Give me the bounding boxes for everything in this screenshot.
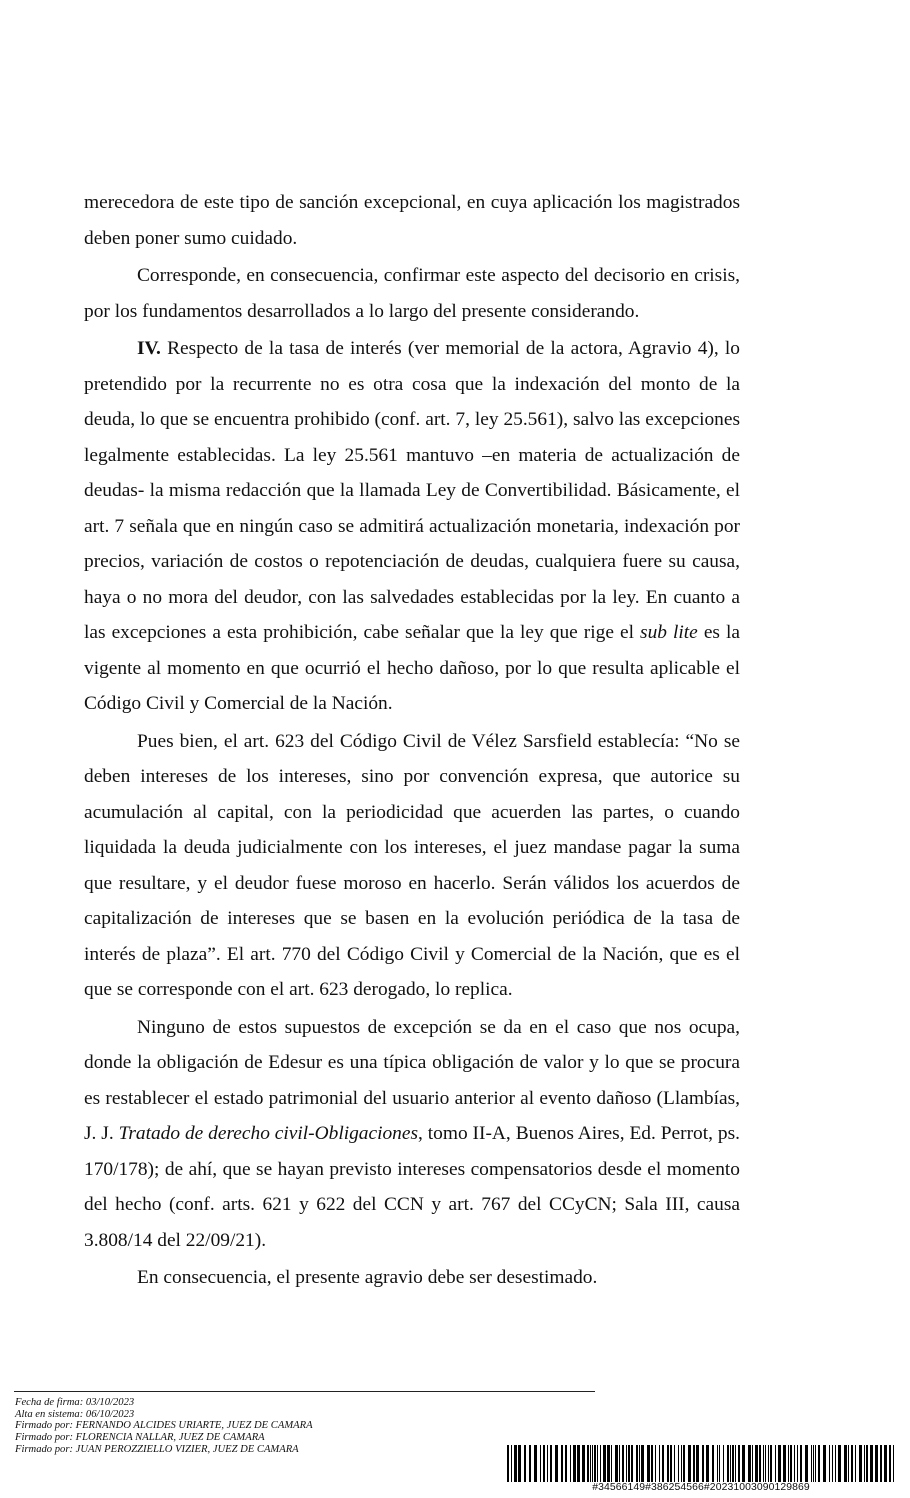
section-heading: IV. — [137, 338, 161, 359]
paragraph-5-italic: Tratado de derecho civil-Obligaciones — [118, 1123, 419, 1144]
signature-divider — [14, 1391, 595, 1392]
paragraph-3-part-b: es la vigente al momento en que ocurrió el hecho dañoso, por lo que resulta aplicable el Código Civil y Comercial de la Nación. — [84, 622, 741, 714]
signer-1: Firmado por: FERNANDO ALCIDES URIARTE, JUEZ DE CAMARA — [15, 1420, 313, 1432]
paragraph-4: Pues bien, el art. 623 del Código Civil de Vélez Sarsfield establecía: “No se deben intereses de los intereses, sino por convención expresa, que autorice su acumulación al capital, con la periodicidad que acuerden las partes, o cuando liquidada la deuda judicialmente con los intereses, el juez mandase pagar la suma que resultare, y el deudor fuese moroso en hacerlo. Serán válidos los acuerdos de capitalización de intereses que se basen en la evolución periódica de la tasa de interés de plaza”. El art. 770 del Código Civil y Comercial de la Nación, que es el que se corresponde con el art. 623 derogado, lo replica. — [84, 730, 740, 1000]
barcode-number: #34566149#386254566#20231003090129869 — [592, 1482, 810, 1493]
paragraph-5-part-b: , tomo II-A, Buenos Aires, Ed. Perrot, ps. 170/178); de ahí, que se hayan previsto intereses compensatorios desde el momento del hecho (conf. arts. 621 y 622 del CCN y art. 767 del CCyCN; Sala III, causa 3.808/14 del 22/09/21). — [84, 1123, 740, 1251]
signature-block — [15, 1397, 313, 1456]
signer-3: Firmado por: JUAN PEROZZIELLO VIZIER, JUEZ DE CAMARA — [15, 1443, 299, 1455]
signature-date: Fecha de firma: 03/10/2023 — [15, 1397, 135, 1408]
paragraph-6: En consecuencia, el presente agravio debe ser desestimado. — [137, 1267, 598, 1288]
paragraph-1: merecedora de este tipo de sanción excepcional, en cuya aplicación los magistrados deben poner sumo cuidado. — [84, 192, 740, 249]
paragraph-5 — [84, 1010, 740, 1259]
paragraph-3 — [84, 331, 740, 722]
barcode-image — [507, 1445, 895, 1482]
paragraph-3-part-a: Respecto de la tasa de interés (ver memorial de la actora, Agravio 4), lo pretendido por la recurrente no es otra cosa que la indexación del monto de la deuda, lo que se encuentra prohibido (conf. art. 7, ley 25.561), salvo las excepciones legalmente establecidas. La ley 25.561 mantuvo –en materia de actualización de deudas- la misma redacción que la llamada Ley de Convertibilidad. Básicamente, el art. 7 señala que en ningún caso se admitirá actualización monetaria, indexación por precios, variación de costos o repotenciación de deudas, cualquiera fuere su causa, haya o no mora del deudor, con las salvedades establecidas por la ley. En cuanto a las excepciones a esta prohibición, cabe señalar que la ley que rige el — [84, 338, 740, 643]
paragraph-3-italic: sub lite — [640, 622, 698, 643]
document-body — [84, 185, 740, 1296]
paragraph-5-part-a: Ninguno de estos supuestos de excepción se da en el caso que nos ocupa, donde la obligación de Edesur es una típica obligación de valor y lo que se procura es restablecer el estado patrimonial del usuario anterior al evento dañoso (Llambías, J. J. — [84, 1016, 740, 1144]
paragraph-2: Corresponde, en consecuencia, confirmar este aspecto del decisorio en crisis, por los fundamentos desarrollados a lo largo del presente considerando. — [84, 265, 740, 322]
signer-2: Firmado por: FLORENCIA NALLAR, JUEZ DE CAMARA — [15, 1432, 265, 1444]
system-entry-date: Alta en sistema: 06/10/2023 — [15, 1408, 135, 1420]
